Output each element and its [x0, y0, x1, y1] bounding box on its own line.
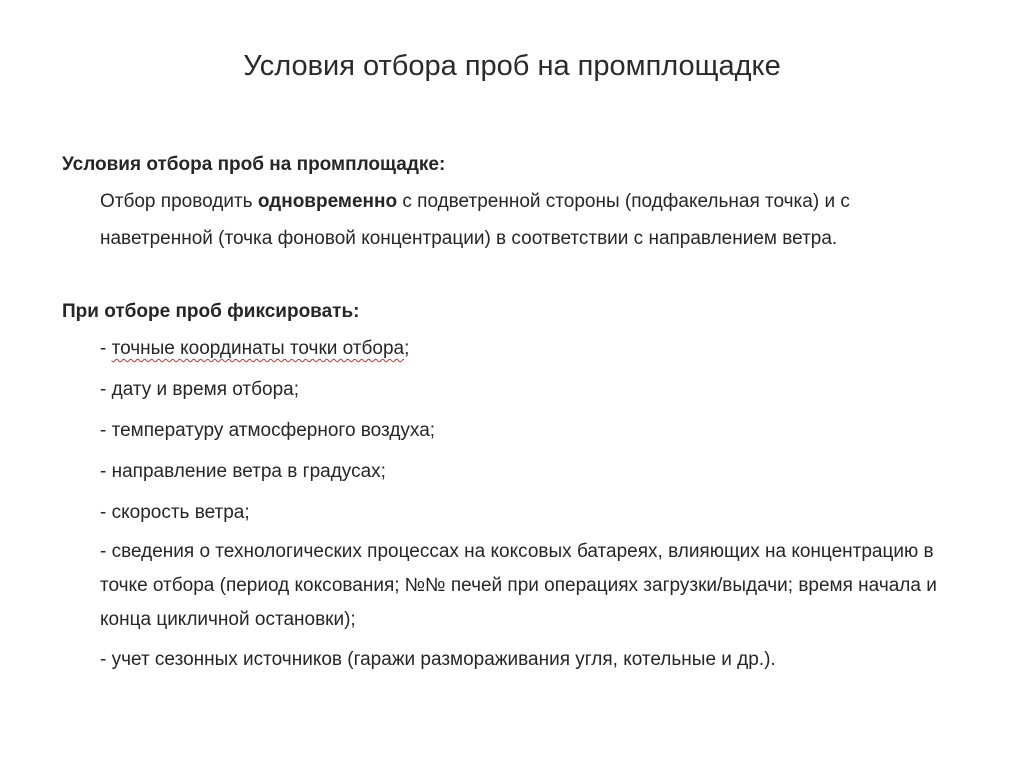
list-item: - температуру атмосферного воздуха; [100, 420, 436, 441]
conditions-text-end: с подветренной стороны (подфакельная точка) и с наветренной (точка фоновой концентрации) в соответствии с направлением ветра. [100, 191, 850, 249]
slide-title: Условия отбора проб на промплощадке [243, 50, 781, 82]
list-item: - учет сезонных источников (гаражи размораживания угля, котельные и др.). [100, 649, 776, 670]
conditions-text-start: Отбор проводить [100, 191, 258, 212]
conditions-text-bold: одновременно [257, 191, 398, 212]
conditions-paragraph [62, 183, 962, 257]
list-item: - направление ветра в градусах; [100, 461, 386, 482]
list-item: - дату и время отбора; [100, 379, 299, 400]
spellcheck-underlined-text: точные координаты точки отбора [111, 338, 405, 359]
list-item: - скорость ветра; [100, 502, 250, 523]
list-item-suffix: ; [404, 338, 410, 359]
section-spacer [62, 257, 962, 293]
slide-content [62, 146, 962, 682]
list-item: - сведения о технологических процессах на коксовых батареях, влияющих на концентрацию в точке отбора (период коксования; №№ печей при операциях загрузки/выдачи; время начала и конца цикличной остановки); [100, 541, 937, 630]
section-heading-conditions: Условия отбора проб на промплощадке: [62, 154, 446, 175]
list-item [62, 330, 962, 367]
section-heading-record: При отборе проб фиксировать: [62, 301, 360, 322]
list-item-prefix: - [100, 338, 112, 359]
